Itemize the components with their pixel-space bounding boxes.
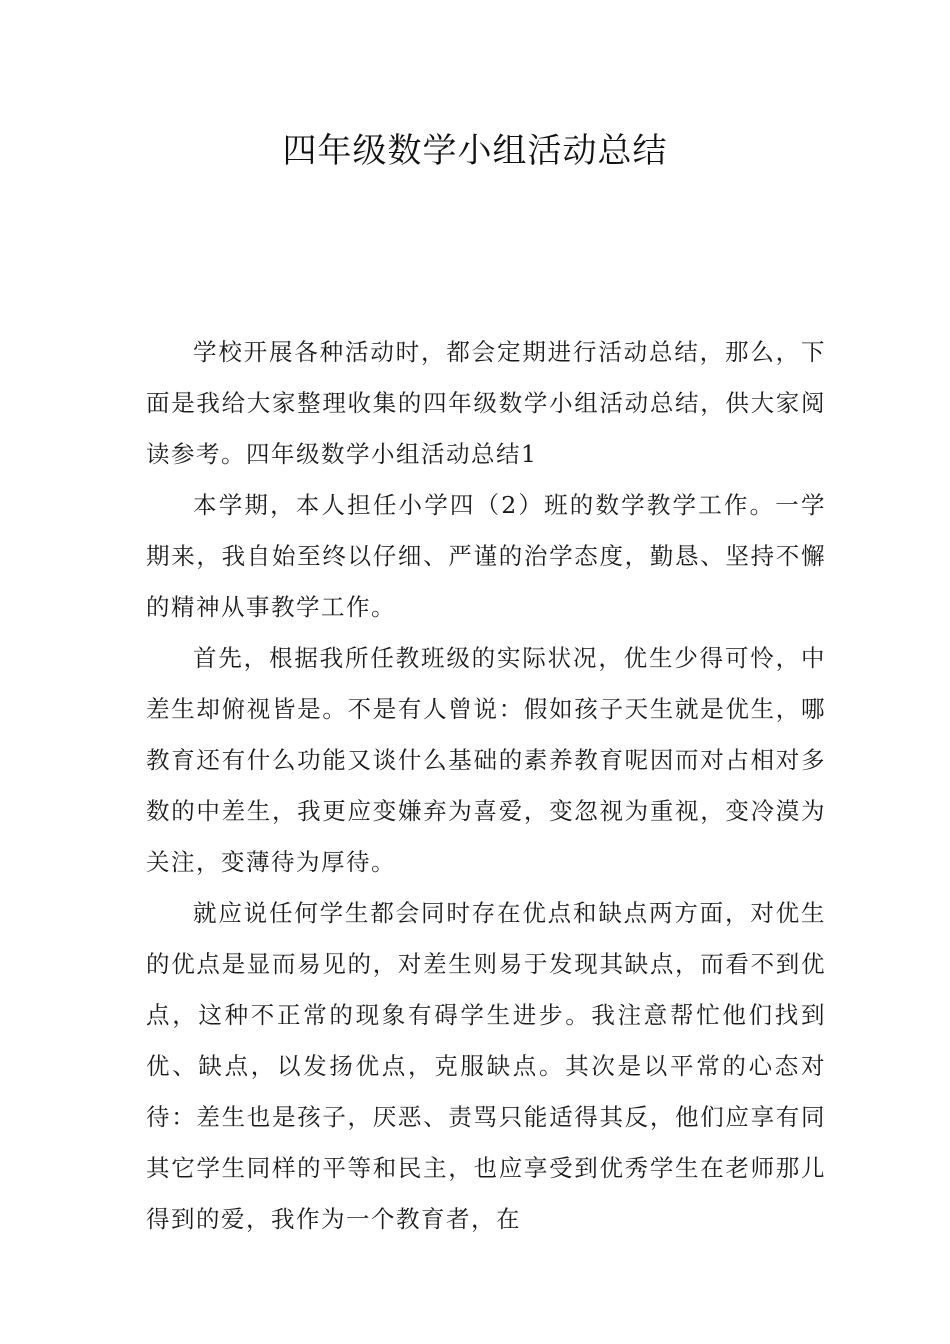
paragraph: 就应说任何学生都会同时存在优点和缺点两方面，对优生的优点是显而易见的，对差生则易于发现其缺点，而看不到优点，这种不正常的现象有碍学生进步。我注意帮忙他们找到优、缺点，以发扬优点，克服缺点。其次是以平常的心态对待：差生也是孩子，厌恶、责骂只能适得其反，他们应享有同其它学生同样的平等和民主，也应享受到优秀学生在老师那儿得到的爱，我作为一个教育者，在 xyxy=(146,899,826,1233)
paragraph: 学校开展各种活动时，都会定期进行活动总结，那么，下面是我给大家整理收集的四年级数学小组活动总结，供大家阅读参考。四年级数学小组活动总结1 xyxy=(146,338,826,468)
document-body xyxy=(146,327,826,1245)
document-title: 四年级数学小组活动总结 xyxy=(282,131,668,171)
paragraph: 首先，根据我所任教班级的实际状况，优生少得可怜，中差生却俯视皆是。不是有人曾说：假如孩子天生就是优生，哪教育还有什么功能又谈什么基础的素养教育呢因而对占相对多数的中差生，我更应变嫌弃为喜爱，变忽视为重视，变冷漠为关注，变薄待为厚待。 xyxy=(146,644,826,876)
paragraph: 本学期，本人担任小学四（2）班的数学教学工作。一学期来，我自始至终以仔细、严谨的治学态度，勤恳、坚持不懈的精神从事教学工作。 xyxy=(146,491,826,621)
